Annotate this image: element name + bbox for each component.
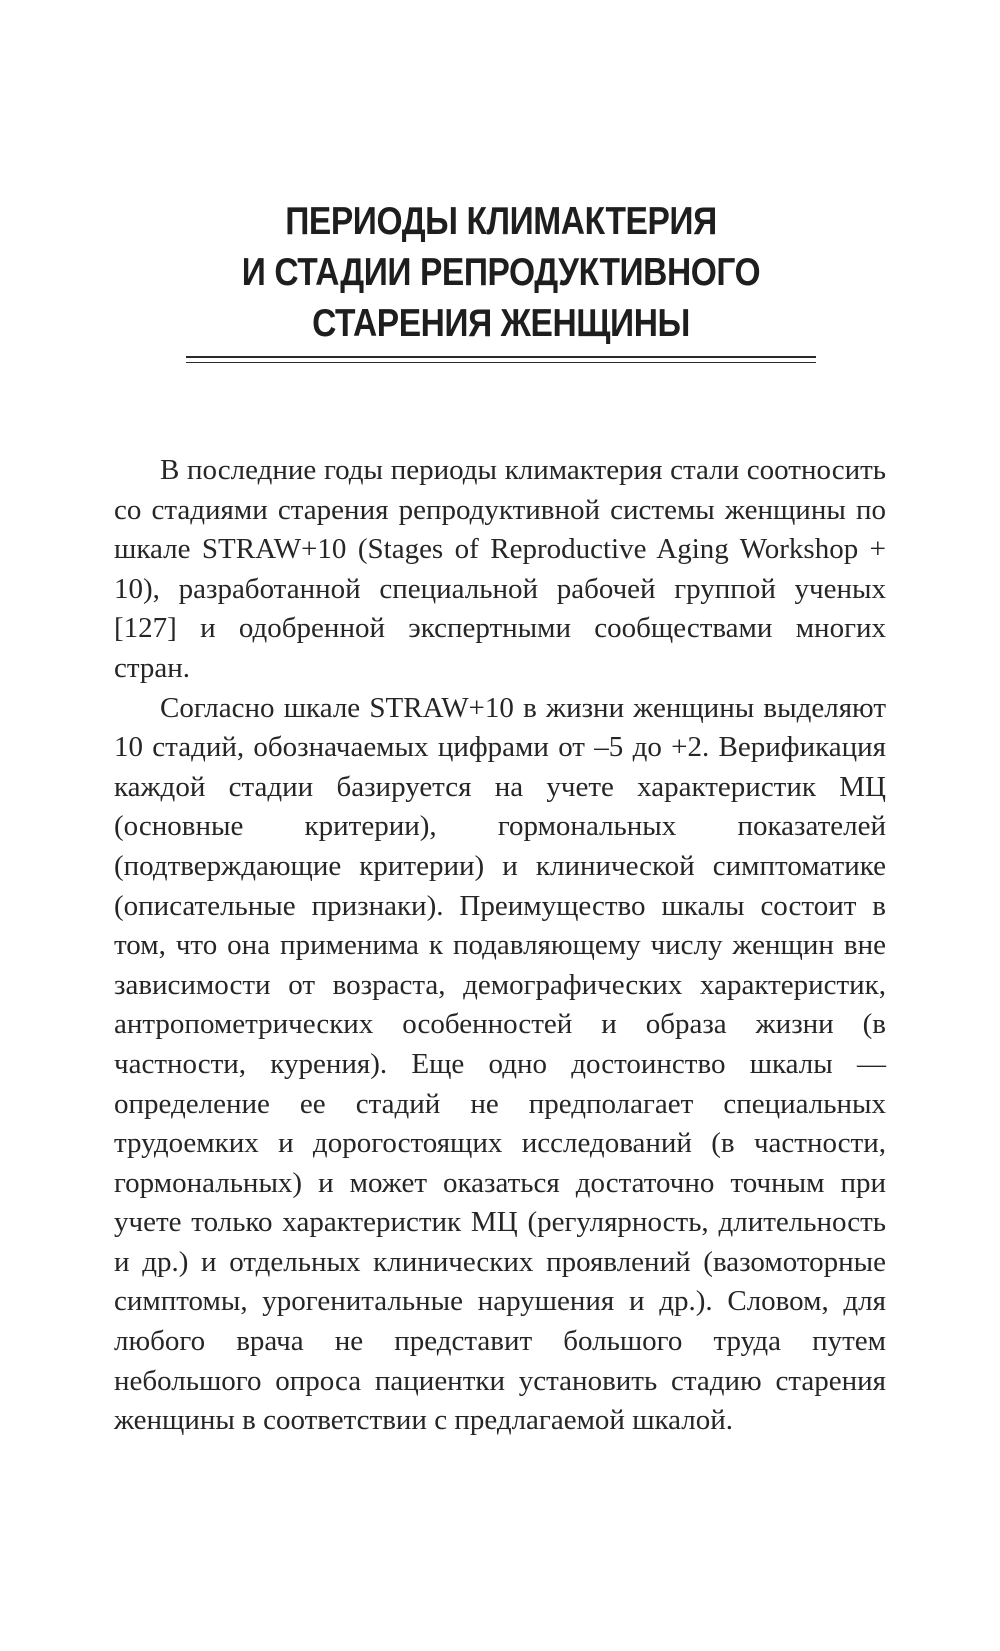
chapter-title [230,196,772,349]
paragraph-1: В последние годы периоды климактерия стали соотносить со стадиями старения репродуктивной системы женщины по шкале STRAW+10 (Stages of Reproductive Aging Workshop + 10), разработанной специальной рабочей группой ученых [127] и одобренной экспертными сообществами многих стран. [114,454,886,684]
chapter-title-line-3: СТАРЕНИЯ ЖЕНЩИНЫ [312,302,690,345]
body-text [114,451,886,1441]
chapter-title-line-2: И СТАДИИ РЕПРОДУКТИВНОГО [241,251,761,294]
chapter-title-line-1: ПЕРИОДЫ КЛИМАКТЕРИЯ [285,200,717,243]
title-divider [186,356,816,363]
paragraph-2: Согласно шкале STRAW+10 в жизни женщины выделяют 10 стадий, обозначаемых цифрами от –5 до +2. Верификация каждой стадии базируется на учете характеристик МЦ (основные критерии), гормональных показателей (подтверждающие критерии) и клинической симптоматике (описательные признаки). Преимущество шкалы состоит в том, что она применима к подавляющему числу женщин вне зависимости от возраста, демографических характеристик, антропометрических особенностей и образа жизни (в частности, курения). Еще одно достоинство шкалы — определение ее стадий не предполагает специальных трудоемких и дорогостоящих исследований (в частности, гормональных) и может оказаться достаточно точным при учете только характеристик МЦ (регулярность, длительность и др.) и отдельных клинических проявлений (вазомоторные симптомы, урогенитальные нарушения и др.). Словом, для любого врача не представит большого труда путем небольшого опроса пациентки установить стадию старения женщины в соответствии с предлагаемой шкалой. [114,691,886,1437]
